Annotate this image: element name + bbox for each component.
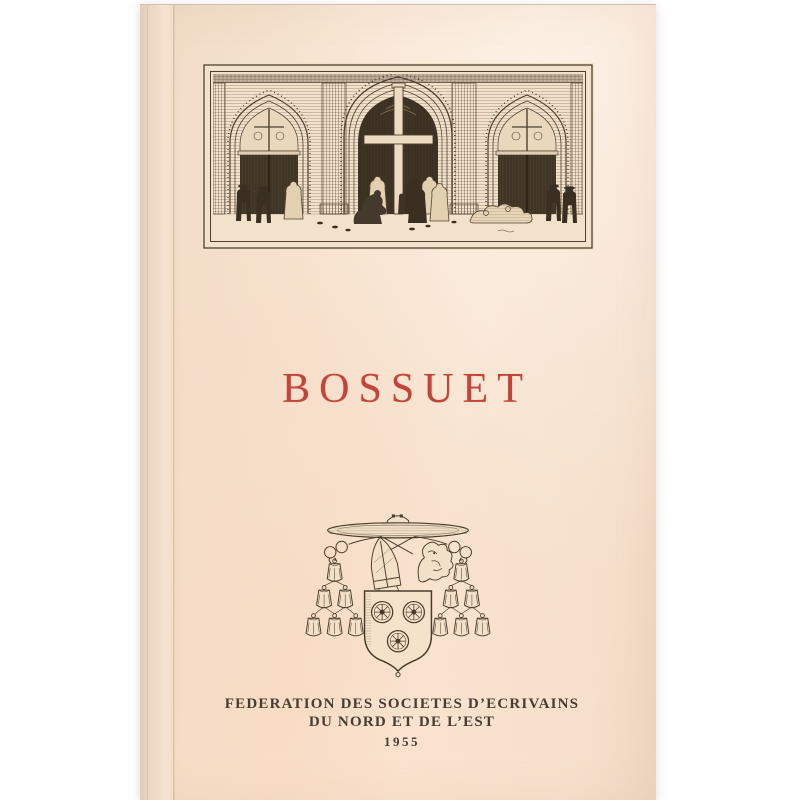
tassels-left bbox=[306, 559, 363, 636]
publisher-name: FEDERATION DES SOCIETES D’ECRIVAINS bbox=[224, 696, 580, 712]
book-title: BOSSUET bbox=[282, 366, 532, 412]
book-cover bbox=[140, 4, 656, 800]
page-edge-line bbox=[147, 5, 148, 800]
crest bbox=[418, 542, 453, 582]
publisher-region: DU NORD ET DE L’EST bbox=[308, 714, 496, 730]
imprint-block bbox=[148, 695, 656, 750]
title-block bbox=[158, 365, 656, 413]
cathedral-etching-illustration bbox=[202, 63, 594, 250]
publication-year: 1955 bbox=[384, 734, 420, 749]
galero-hat bbox=[328, 514, 469, 538]
etching-scene bbox=[213, 73, 583, 232]
bishop-coat-of-arms-illustration bbox=[301, 503, 495, 679]
